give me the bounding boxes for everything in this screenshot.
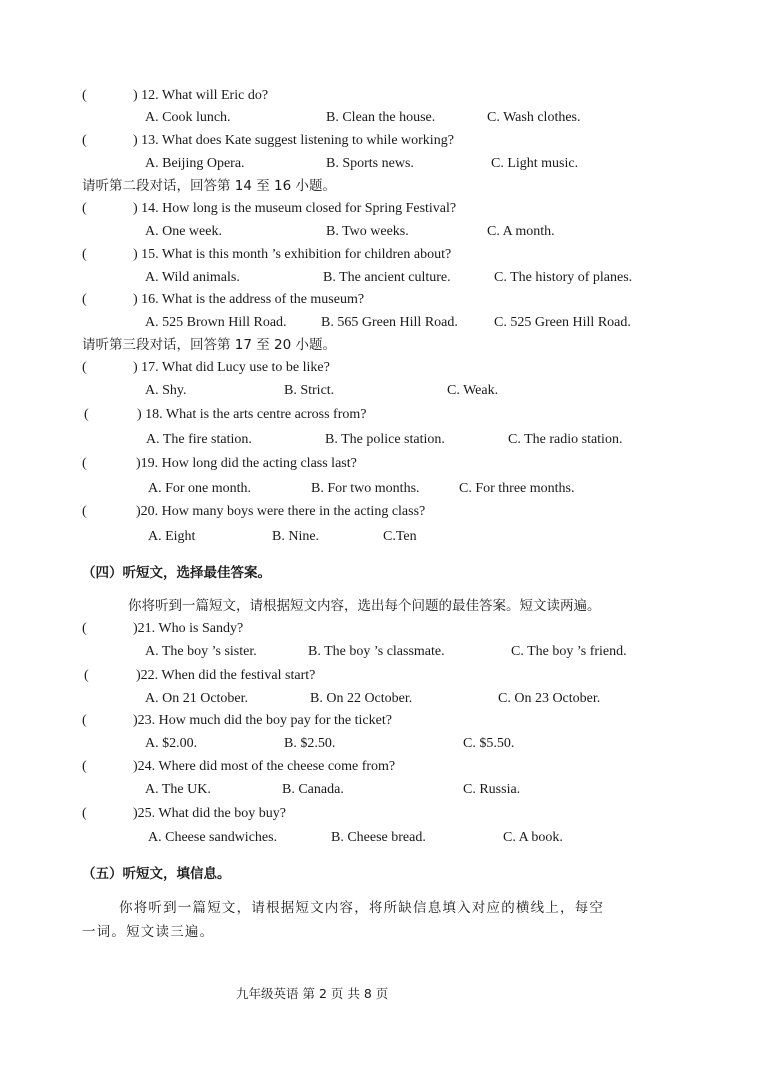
question-14: ) 14. How long is the museum closed for Spring Festival? (133, 201, 457, 216)
q17-option-a: A. Shy. (145, 383, 187, 398)
page-footer: 九年级英语 第 2 页 共 8 页 (236, 986, 389, 1001)
q25-option-b: B. Cheese bread. (331, 830, 426, 845)
answer-paren: ( (82, 247, 87, 262)
q13-option-c: C. Light music. (491, 156, 579, 171)
q20-option-a: A. Eight (148, 529, 196, 544)
answer-paren: ( (82, 360, 87, 375)
q19-option-b: B. For two months. (311, 481, 420, 496)
section-4-title: （四）听短文，选择最佳答案。 (82, 565, 271, 581)
instruction-dialogue-2: 请听第二段对话，回答第 14 至 16 小题。 (82, 178, 337, 194)
q15-option-c: C. The history of planes. (494, 270, 633, 285)
question-24: )24. Where did most of the cheese come from? (133, 759, 396, 774)
q20-option-c: C.Ten (383, 529, 417, 544)
answer-paren: ( (84, 668, 89, 683)
section-5-title: （五）听短文，填信息。 (82, 866, 231, 882)
q16-option-a: A. 525 Brown Hill Road. (145, 315, 287, 330)
question-23: )23. How much did the boy pay for the ticket? (133, 713, 392, 728)
q24-option-c: C. Russia. (463, 782, 521, 797)
q19-option-a: A. For one month. (148, 481, 252, 496)
q23-option-b: B. $2.50. (284, 736, 336, 751)
question-15: ) 15. What is this month ’s exhibition for children about? (133, 247, 452, 262)
question-17: ) 17. What did Lucy use to be like? (133, 360, 330, 375)
answer-paren: ( (82, 456, 87, 471)
question-20: )20. How many boys were there in the acting class? (136, 504, 426, 519)
answer-paren: ( (82, 292, 87, 307)
answer-paren: ( (84, 407, 89, 422)
section-4-description: 你将听到一篇短文，请根据短文内容，选出每个问题的最佳答案。短文读两遍。 (128, 598, 601, 614)
answer-paren: ( (82, 621, 87, 636)
q20-option-b: B. Nine. (272, 529, 320, 544)
section-5-description-line-1: 你将听到一篇短文，请根据短文内容，将所缺信息填入对应的横线上，每空 (119, 900, 605, 916)
q16-option-b: B. 565 Green Hill Road. (321, 315, 458, 330)
q17-option-b: B. Strict. (284, 383, 335, 398)
q22-option-a: A. On 21 October. (145, 691, 249, 706)
q12-option-a: A. Cook lunch. (145, 110, 231, 125)
q21-option-c: C. The boy ’s friend. (511, 644, 627, 659)
q12-option-b: B. Clean the house. (326, 110, 436, 125)
q22-option-c: C. On 23 October. (498, 691, 601, 706)
q23-option-c: C. $5.50. (463, 736, 515, 751)
q15-option-a: A. Wild animals. (145, 270, 240, 285)
q13-option-a: A. Beijing Opera. (145, 156, 245, 171)
q14-option-a: A. One week. (145, 224, 222, 239)
answer-paren: ( (82, 133, 87, 148)
q21-option-a: A. The boy ’s sister. (145, 644, 257, 659)
question-16: ) 16. What is the address of the museum? (133, 292, 365, 307)
q19-option-c: C. For three months. (459, 481, 575, 496)
q23-option-a: A. $2.00. (145, 736, 198, 751)
question-18: ) 18. What is the arts centre across from? (137, 407, 367, 422)
answer-paren: ( (82, 713, 87, 728)
q18-option-c: C. The radio station. (508, 432, 623, 447)
question-19: )19. How long did the acting class last? (136, 456, 357, 471)
instruction-dialogue-3: 请听第三段对话，回答第 17 至 20 小题。 (82, 337, 337, 353)
q13-option-b: B. Sports news. (326, 156, 414, 171)
q17-option-c: C. Weak. (447, 383, 499, 398)
question-25: )25. What did the boy buy? (133, 806, 286, 821)
q16-option-c: C. 525 Green Hill Road. (494, 315, 631, 330)
q24-option-b: B. Canada. (282, 782, 344, 797)
section-5-description-line-2: 一词。短文读三遍。 (82, 924, 215, 940)
q15-option-b: B. The ancient culture. (323, 270, 451, 285)
question-21: )21. Who is Sandy? (133, 621, 244, 636)
q14-option-c: C. A month. (487, 224, 555, 239)
answer-paren: ( (82, 759, 87, 774)
q18-option-b: B. The police station. (325, 432, 445, 447)
question-12: ) 12. What will Eric do? (133, 88, 269, 103)
q25-option-c: C. A book. (503, 830, 563, 845)
q21-option-b: B. The boy ’s classmate. (308, 644, 445, 659)
q18-option-a: A. The fire station. (146, 432, 252, 447)
answer-paren: ( (82, 806, 87, 821)
answer-paren: ( (82, 88, 87, 103)
q12-option-c: C. Wash clothes. (487, 110, 581, 125)
q14-option-b: B. Two weeks. (326, 224, 409, 239)
q22-option-b: B. On 22 October. (310, 691, 413, 706)
answer-paren: ( (82, 504, 87, 519)
q25-option-a: A. Cheese sandwiches. (148, 830, 278, 845)
answer-paren: ( (82, 201, 87, 216)
question-22: )22. When did the festival start? (136, 668, 316, 683)
q24-option-a: A. The UK. (145, 782, 211, 797)
question-13: ) 13. What does Kate suggest listening to while working? (133, 133, 454, 148)
